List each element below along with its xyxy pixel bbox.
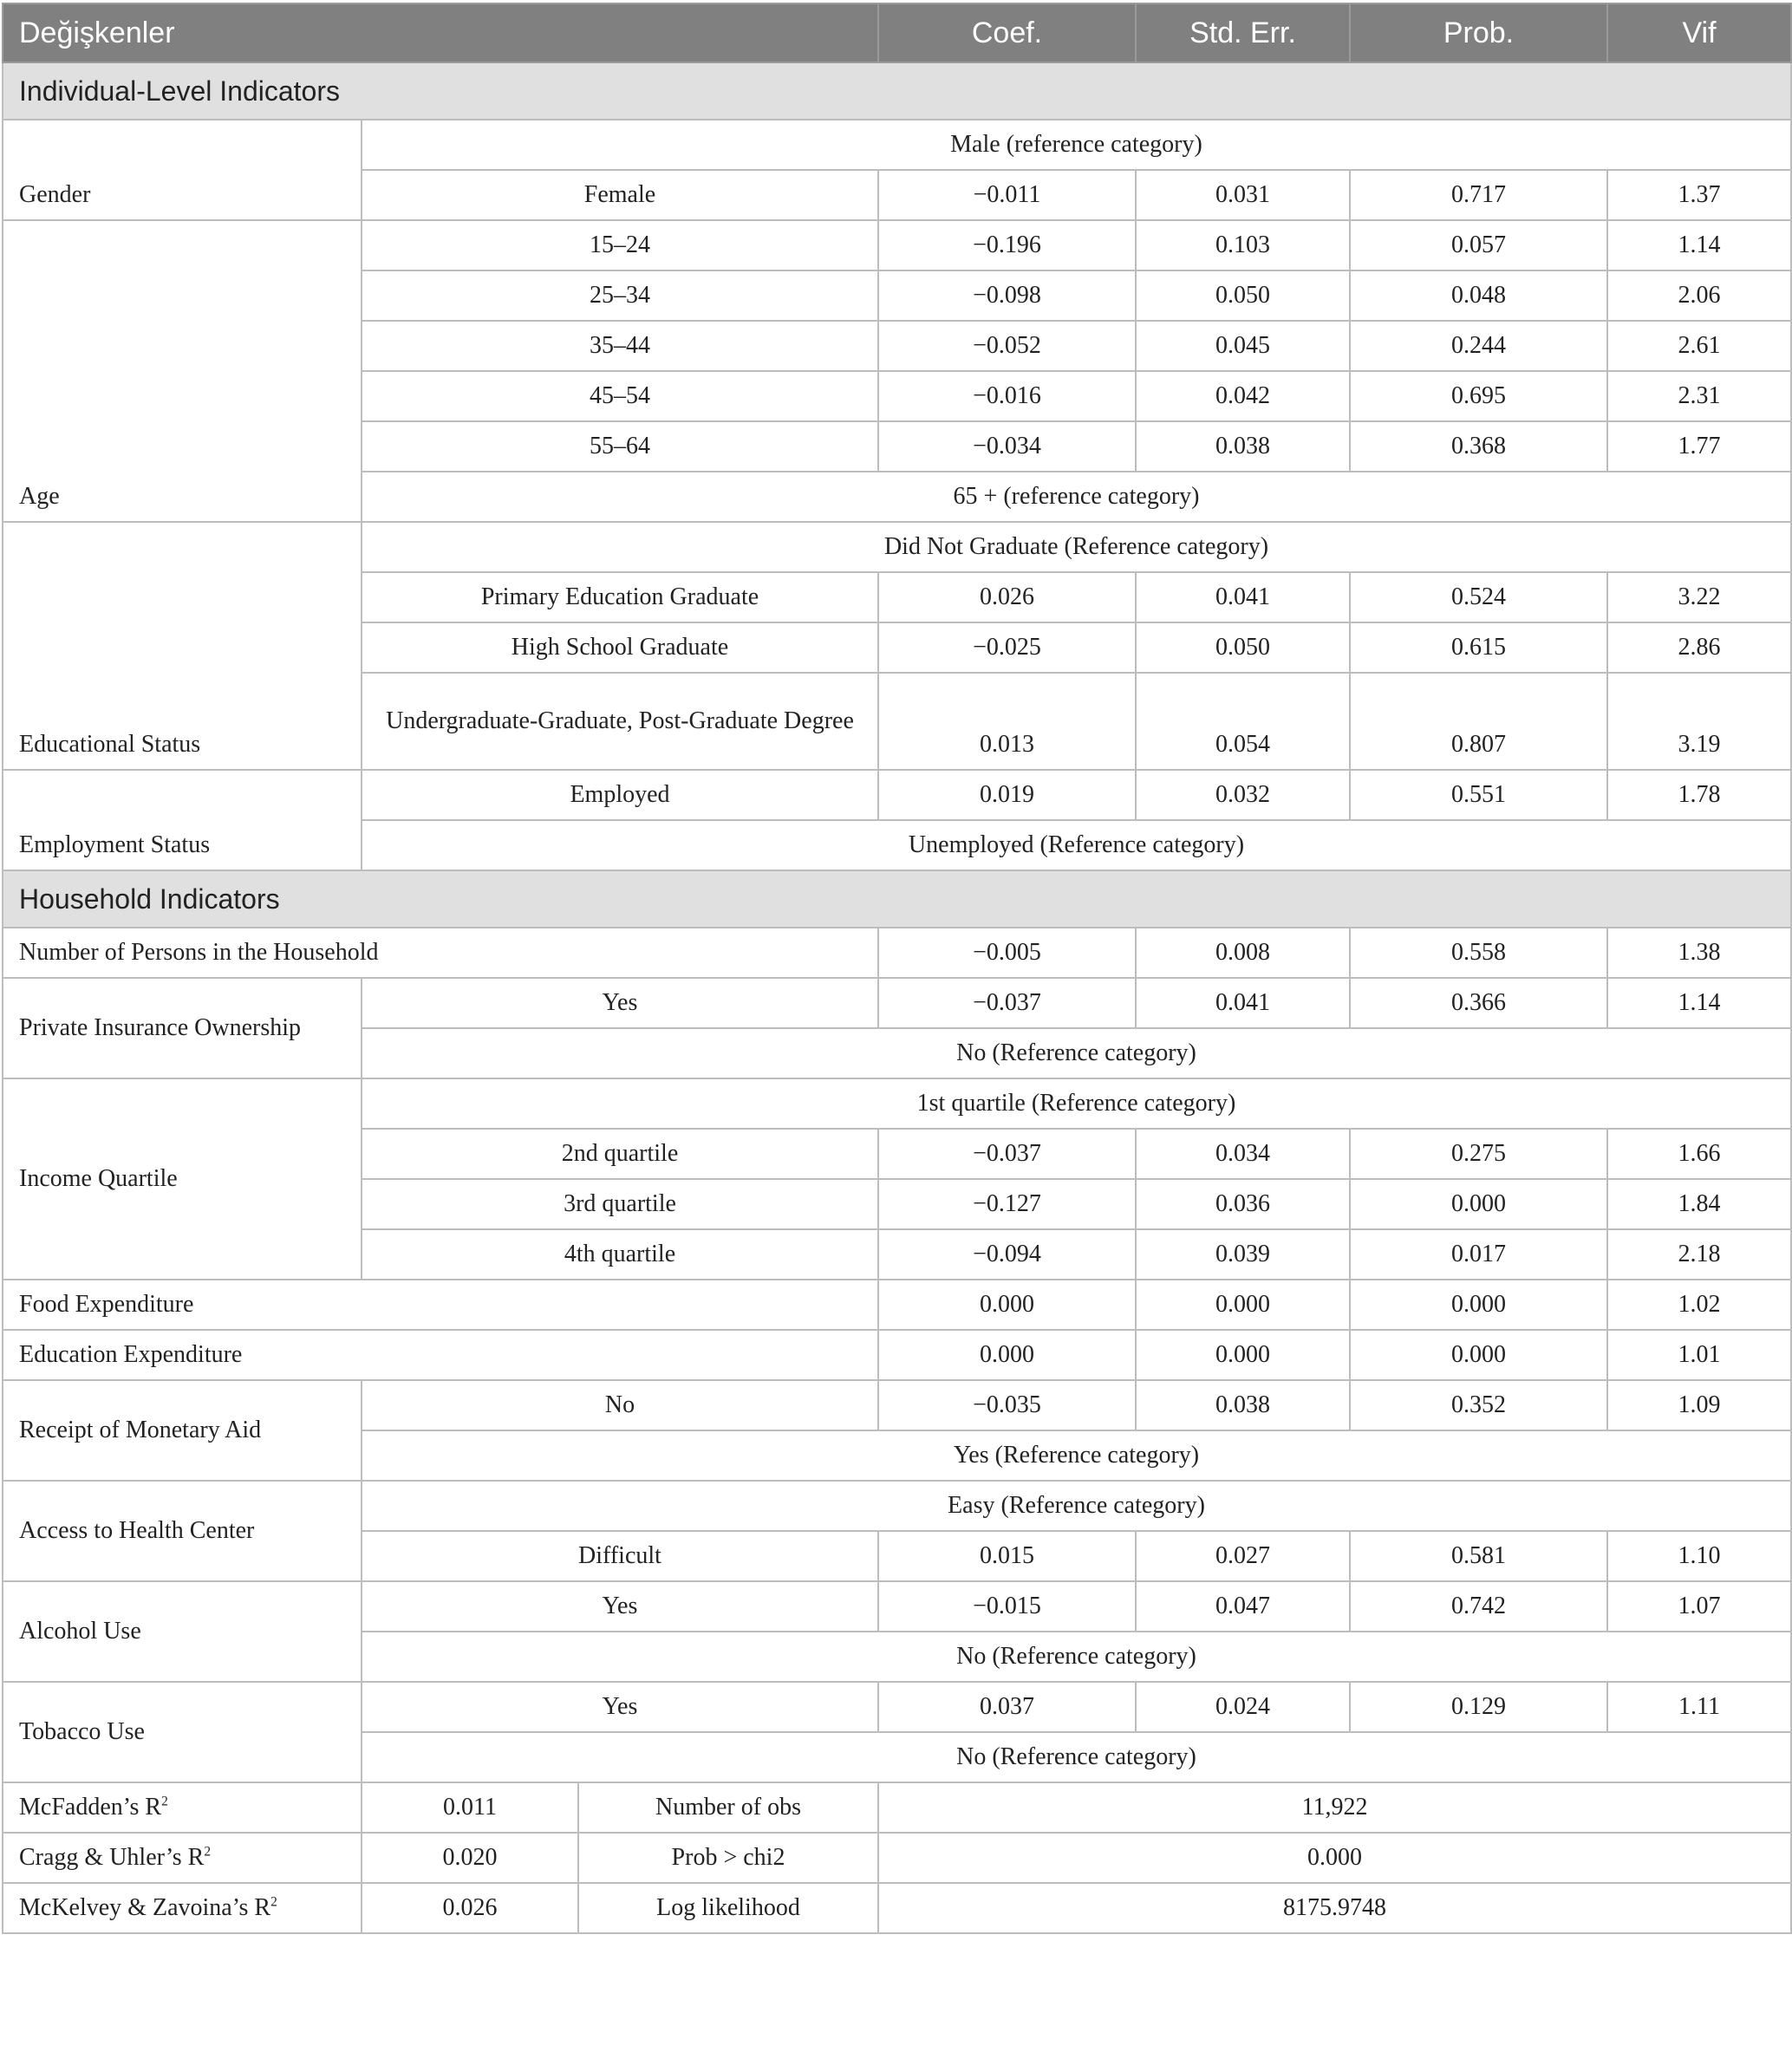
table-row <box>3 1380 1791 1430</box>
coef-cell: −0.052 <box>878 321 1136 371</box>
prob-cell: 0.717 <box>1350 170 1607 220</box>
mcfadden-label <box>3 1782 362 1833</box>
se-cell: 0.008 <box>1136 928 1350 978</box>
table-row <box>3 770 1791 820</box>
prob-cell: 0.368 <box>1350 421 1607 472</box>
vif-cell: 1.02 <box>1607 1280 1791 1330</box>
se-cell: 0.036 <box>1136 1179 1350 1229</box>
vif-cell: 3.19 <box>1607 673 1791 770</box>
row-label: Yes <box>362 978 878 1028</box>
se-cell: 0.000 <box>1136 1280 1350 1330</box>
cragg-label <box>3 1833 362 1883</box>
row-label: 2nd quartile <box>362 1129 878 1179</box>
prob-cell: 0.000 <box>1350 1330 1607 1380</box>
row-label: 25–34 <box>362 270 878 321</box>
section-household: Household Indicators <box>3 870 1791 928</box>
row-label: 35–44 <box>362 321 878 371</box>
coef-cell: −0.005 <box>878 928 1136 978</box>
coef-cell: −0.011 <box>878 170 1136 220</box>
vif-cell: 1.14 <box>1607 220 1791 270</box>
mckelvey-label-text: McKelvey & Zavoina’s R <box>19 1894 271 1921</box>
coef-cell: −0.015 <box>878 1581 1136 1632</box>
header-row <box>3 3 1791 62</box>
coef-cell: −0.196 <box>878 220 1136 270</box>
coef-cell: 0.013 <box>878 673 1136 770</box>
variable-education: Educational Status <box>3 522 362 770</box>
mckelvey-value: 0.026 <box>362 1883 578 1933</box>
fit-row <box>3 1833 1791 1883</box>
row-label: Female <box>362 170 878 220</box>
se-cell: 0.000 <box>1136 1330 1350 1380</box>
cragg-superscript: 2 <box>204 1844 212 1860</box>
se-cell: 0.047 <box>1136 1581 1350 1632</box>
se-cell: 0.054 <box>1136 673 1350 770</box>
coef-cell: 0.026 <box>878 572 1136 622</box>
row-label: 4th quartile <box>362 1229 878 1280</box>
se-cell: 0.103 <box>1136 220 1350 270</box>
se-cell: 0.042 <box>1136 371 1350 421</box>
row-label: Yes <box>362 1682 878 1732</box>
row-label: Employed <box>362 770 878 820</box>
variable-employment: Employment Status <box>3 770 362 870</box>
table-row <box>3 1581 1791 1632</box>
variable-tobacco: Tobacco Use <box>3 1682 362 1782</box>
vif-cell: 1.38 <box>1607 928 1791 978</box>
coef-cell: −0.016 <box>878 371 1136 421</box>
coef-cell: 0.037 <box>878 1682 1136 1732</box>
coef-cell: 0.015 <box>878 1531 1136 1581</box>
fit-row <box>3 1883 1791 1933</box>
reference-education: Did Not Graduate (Reference category) <box>362 522 1791 572</box>
obs-label: Number of obs <box>578 1782 878 1833</box>
prob-cell: 0.524 <box>1350 572 1607 622</box>
variable-access: Access to Health Center <box>3 1481 362 1581</box>
prob-cell: 0.581 <box>1350 1531 1607 1581</box>
row-label: 3rd quartile <box>362 1179 878 1229</box>
section-row <box>3 870 1791 928</box>
se-cell: 0.050 <box>1136 270 1350 321</box>
coef-cell: −0.034 <box>878 421 1136 472</box>
prob-cell: 0.129 <box>1350 1682 1607 1732</box>
mckelvey-label <box>3 1883 362 1933</box>
reference-alcohol: No (Reference category) <box>362 1632 1791 1682</box>
prob-cell: 0.048 <box>1350 270 1607 321</box>
obs-value: 11,922 <box>878 1782 1791 1833</box>
coef-cell: −0.098 <box>878 270 1136 321</box>
row-label: 15–24 <box>362 220 878 270</box>
variable-age: Age <box>3 220 362 522</box>
coef-cell: −0.037 <box>878 1129 1136 1179</box>
row-label: No <box>362 1380 878 1430</box>
cragg-value: 0.020 <box>362 1833 578 1883</box>
vif-cell: 2.61 <box>1607 321 1791 371</box>
section-individual: Individual-Level Indicators <box>3 62 1791 120</box>
se-cell: 0.024 <box>1136 1682 1350 1732</box>
reference-aid: Yes (Reference category) <box>362 1430 1791 1481</box>
header-vif: Vif <box>1607 3 1791 62</box>
se-cell: 0.039 <box>1136 1229 1350 1280</box>
se-cell: 0.038 <box>1136 1380 1350 1430</box>
variable-persons: Number of Persons in the Household <box>3 928 878 978</box>
vif-cell: 1.66 <box>1607 1129 1791 1179</box>
variable-income: Income Quartile <box>3 1078 362 1280</box>
vif-cell: 2.86 <box>1607 622 1791 673</box>
table-row <box>3 220 1791 270</box>
vif-cell: 2.06 <box>1607 270 1791 321</box>
vif-cell: 1.09 <box>1607 1380 1791 1430</box>
prob-cell: 0.551 <box>1350 770 1607 820</box>
vif-cell: 1.37 <box>1607 170 1791 220</box>
mckelvey-superscript: 2 <box>270 1894 277 1910</box>
loglik-value: 8175.9748 <box>878 1883 1791 1933</box>
reference-gender: Male (reference category) <box>362 120 1791 170</box>
row-label: Undergraduate-Graduate, Post-Graduate Degree <box>362 673 878 770</box>
reference-tobacco: No (Reference category) <box>362 1732 1791 1782</box>
se-cell: 0.050 <box>1136 622 1350 673</box>
section-row <box>3 62 1791 120</box>
table-row <box>3 1078 1791 1129</box>
se-cell: 0.045 <box>1136 321 1350 371</box>
coef-cell: −0.035 <box>878 1380 1136 1430</box>
row-label: Difficult <box>362 1531 878 1581</box>
prob-cell: 0.366 <box>1350 978 1607 1028</box>
mcfadden-label-text: McFadden’s R <box>19 1794 162 1821</box>
loglik-label: Log likelihood <box>578 1883 878 1933</box>
se-cell: 0.031 <box>1136 170 1350 220</box>
row-label: 45–54 <box>362 371 878 421</box>
variable-alcohol: Alcohol Use <box>3 1581 362 1682</box>
table-row <box>3 928 1791 978</box>
vif-cell: 1.77 <box>1607 421 1791 472</box>
vif-cell: 1.10 <box>1607 1531 1791 1581</box>
prob-cell: 0.244 <box>1350 321 1607 371</box>
chi2-label: Prob > chi2 <box>578 1833 878 1883</box>
vif-cell: 1.84 <box>1607 1179 1791 1229</box>
variable-insurance: Private Insurance Ownership <box>3 978 362 1078</box>
variable-education-expenditure: Education Expenditure <box>3 1330 878 1380</box>
cragg-label-text: Cragg & Uhler’s R <box>19 1844 205 1871</box>
mcfadden-superscript: 2 <box>161 1794 168 1809</box>
mcfadden-value: 0.011 <box>362 1782 578 1833</box>
prob-cell: 0.742 <box>1350 1581 1607 1632</box>
table-row <box>3 1682 1791 1732</box>
table-row <box>3 120 1791 170</box>
coef-cell: −0.025 <box>878 622 1136 673</box>
fit-row <box>3 1782 1791 1833</box>
coef-cell: 0.000 <box>878 1280 1136 1330</box>
prob-cell: 0.000 <box>1350 1280 1607 1330</box>
se-cell: 0.027 <box>1136 1531 1350 1581</box>
se-cell: 0.038 <box>1136 421 1350 472</box>
prob-cell: 0.275 <box>1350 1129 1607 1179</box>
coef-cell: −0.037 <box>878 978 1136 1028</box>
prob-cell: 0.807 <box>1350 673 1607 770</box>
vif-cell: 1.78 <box>1607 770 1791 820</box>
prob-cell: 0.352 <box>1350 1380 1607 1430</box>
vif-cell: 1.01 <box>1607 1330 1791 1380</box>
reference-age: 65 + (reference category) <box>362 472 1791 522</box>
vif-cell: 2.31 <box>1607 371 1791 421</box>
variable-aid: Receipt of Monetary Aid <box>3 1380 362 1481</box>
row-label: High School Graduate <box>362 622 878 673</box>
se-cell: 0.041 <box>1136 572 1350 622</box>
variable-food: Food Expenditure <box>3 1280 878 1330</box>
reference-income: 1st quartile (Reference category) <box>362 1078 1791 1129</box>
se-cell: 0.041 <box>1136 978 1350 1028</box>
header-stderr: Std. Err. <box>1136 3 1350 62</box>
header-coef: Coef. <box>878 3 1136 62</box>
table-row <box>3 978 1791 1028</box>
table-row <box>3 522 1791 572</box>
table-row <box>3 1481 1791 1531</box>
prob-cell: 0.558 <box>1350 928 1607 978</box>
prob-cell: 0.615 <box>1350 622 1607 673</box>
coef-cell: 0.019 <box>878 770 1136 820</box>
prob-cell: 0.000 <box>1350 1179 1607 1229</box>
vif-cell: 1.07 <box>1607 1581 1791 1632</box>
coef-cell: −0.127 <box>878 1179 1136 1229</box>
variable-gender: Gender <box>3 120 362 220</box>
chi2-value: 0.000 <box>878 1833 1791 1883</box>
se-cell: 0.032 <box>1136 770 1350 820</box>
row-label: Primary Education Graduate <box>362 572 878 622</box>
reference-insurance: No (Reference category) <box>362 1028 1791 1078</box>
row-label: 55–64 <box>362 421 878 472</box>
row-label: Yes <box>362 1581 878 1632</box>
vif-cell: 2.18 <box>1607 1229 1791 1280</box>
prob-cell: 0.695 <box>1350 371 1607 421</box>
coef-cell: 0.000 <box>878 1330 1136 1380</box>
coef-cell: −0.094 <box>878 1229 1136 1280</box>
header-variables: Değişkenler <box>3 3 878 62</box>
regression-results-table <box>2 3 1792 1934</box>
header-prob: Prob. <box>1350 3 1607 62</box>
vif-cell: 1.14 <box>1607 978 1791 1028</box>
vif-cell: 1.11 <box>1607 1682 1791 1732</box>
prob-cell: 0.057 <box>1350 220 1607 270</box>
vif-cell: 3.22 <box>1607 572 1791 622</box>
reference-employment: Unemployed (Reference category) <box>362 820 1791 870</box>
table-row <box>3 1330 1791 1380</box>
se-cell: 0.034 <box>1136 1129 1350 1179</box>
table-row <box>3 1280 1791 1330</box>
reference-access: Easy (Reference category) <box>362 1481 1791 1531</box>
prob-cell: 0.017 <box>1350 1229 1607 1280</box>
